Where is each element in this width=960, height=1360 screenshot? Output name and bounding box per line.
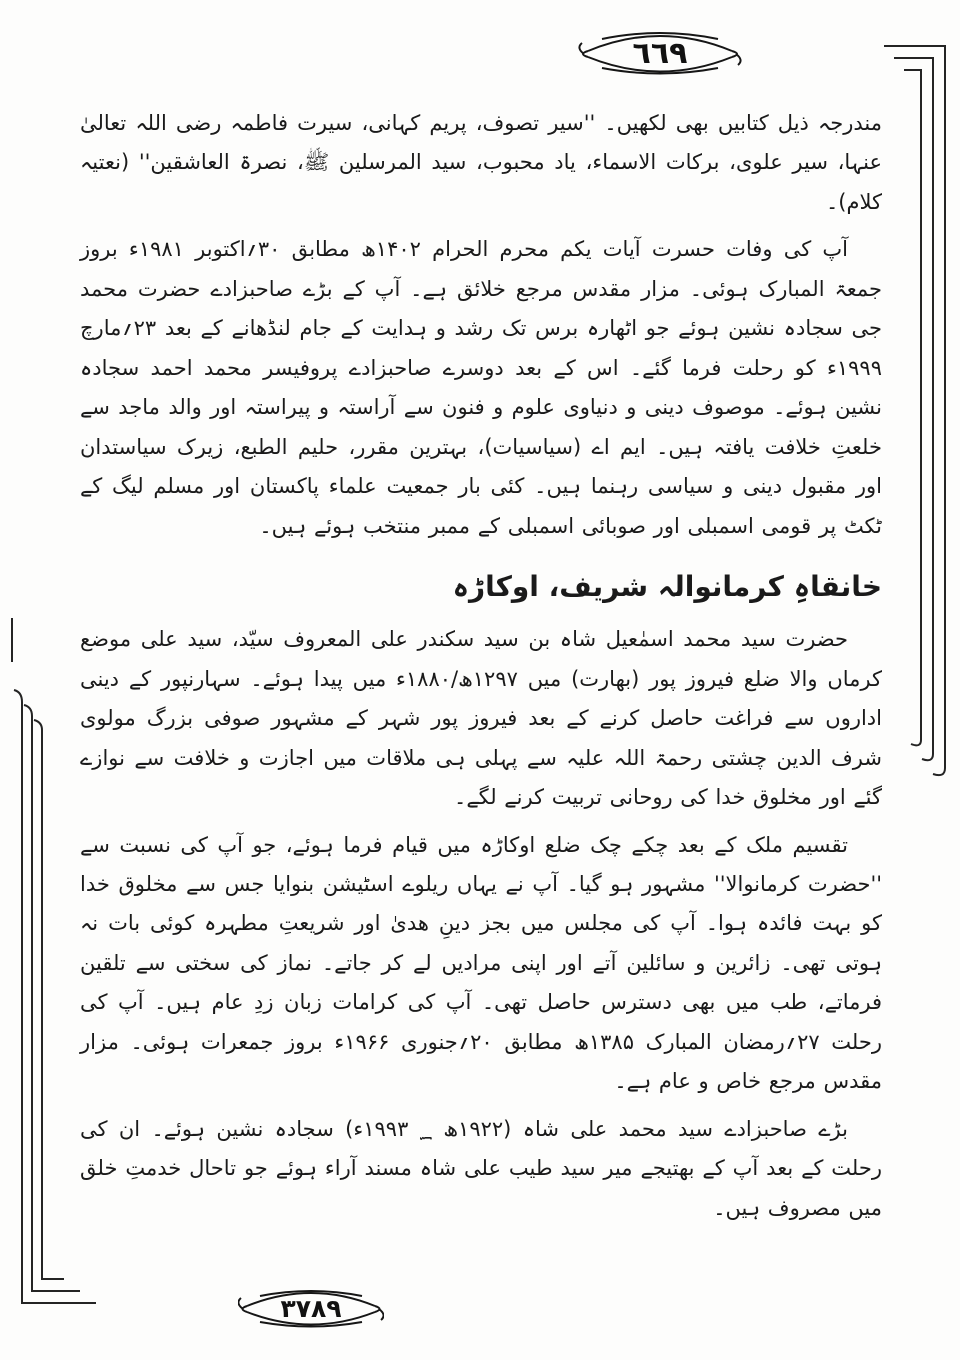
paragraph-successor: بڑے صاحبزادے سید محمد علی شاہ (۱۹۲۲ھ ؁ ۱۹۹۳ء) سجادہ نشین ہوئے۔ ان کی رحلت کے بعد آپ کے بھتیجے میر سید طیب علی شاہ مسند آراء ہوئے جو تاحال خدمتِ خلق میں مصروف ہیں۔ bbox=[80, 1116, 882, 1220]
paragraph-books-list: مندرجہ ذیل کتابیں بھی لکھیں۔ ''سیر تصوف، پریم کہانی، سیرت فاطمہ رضی اللہ تعالیٰ عنہا، سیر علوی، برکات الاسماء، یاد محبوب، سید المرسلین ﷺ، نصرۃ العاشقین'' (نعتیہ کلام)۔ bbox=[80, 111, 882, 214]
page-number-bottom-cartouche bbox=[238, 1284, 384, 1332]
page-number-top-cartouche bbox=[578, 26, 742, 80]
page-number-bottom: ٣٧٨٩ bbox=[280, 1293, 342, 1323]
page-number-top: ٦٦٩ bbox=[632, 35, 688, 71]
paragraph-partition-okara: تقسیم ملک کے بعد چکے چک ضلع اوکاڑہ میں قیام فرما ہوئے، جو آپ کی نسبت سے ''حضرت کرمانوالا'' مشہور ہو گیا۔ آپ نے یہاں ریلوے اسٹیشن بنوایا جس سے مخلوق خدا کو بہت فائدہ ہوا۔ آپ کی مجلس میں بجز دینِ ھدیٰ اور شریعتِ مطہرہ کوئی بات نہ ہوتی تھی۔ زائرین و سائلین آتے اور اپنی مرادیں لے کر جاتے۔ نماز کی سختی سے تلقین فرماتے، طب میں بھی دسترس حاصل تھی۔ آپ کی کرامات زبان زدِ عام ہیں۔ آپ کی رحلت ۲۷؍رمضان المبارک ۱۳۸۵ھ مطابق ۲۰؍جنوری ۱۹۶۶ء بروز جمعرات ہوئی۔ مزار مقدس مرجع خاص و عام ہے۔ bbox=[80, 832, 882, 1094]
paragraph-birth-education: حضرت سید محمد اسمٰعیل شاہ بن سید سکندر علی المعروف سیّد، سید علی موضع کرماں والا ضلع فیروز پور (بھارت) میں ۱۲۹۷ھ/۱۸۸۰ء میں پیدا ہوئے۔ سہارنپور کے دینی اداروں سے فراغت حاصل کرنے کے بعد فیروز پور شہر کے مشہور صوفی بزرگ مولوی شرف الدین چشتی رحمۃ اللہ علیہ سے پہلی ہی ملاقات میں اجازت و خلافت سے نوازے گئے اور مخلوق خدا کی روحانی تربیت کرنے لگے۔ bbox=[80, 627, 882, 810]
section-heading-khanqah: خانقاہِ کرمانوالہ شریف، اوکاڑہ bbox=[452, 570, 882, 604]
page-text-column bbox=[80, 104, 882, 1236]
paragraph-wafat-succession: آپ کی وفات حسرت آیات یکم محرم الحرام ۱۴۰۲ھ مطابق ۳۰؍اکتوبر ۱۹۸۱ء بروز جمعۃ المبارک ہوئی۔ مزار مقدس مرجع خلائق ہے۔ آپ کے بڑے صاحبزادے حضرت محمد جی سجادہ نشین ہوئے جو اٹھارہ برس تک رشد و ہدایت کے جام لنڈھانے کے بعد ۲۳؍مارچ ۱۹۹۹ء کو رحلت فرما گئے۔ اس کے بعد دوسرے صاحبزادے پروفیسر محمد احمد سجادہ نشین ہوئے۔ موصوف دینی و دنیاوی علوم و فنون سے آراستہ و پیراستہ اور والد ماجد سے خلعتِ خلافت یافتہ ہیں۔ ایم اے (سیاسیات)، بہترین مقرر، حلیم الطبع، زیرک سیاستدان اور مقبول دینی و سیاسی رہنما ہیں۔ کئی بار جمعیت علماء پاکستان اور مسلم لیگ کے ٹکٹ پر قومی اسمبلی اور صوبائی اسمبلی کے ممبر منتخب ہوئے ہیں۔ bbox=[80, 237, 882, 538]
